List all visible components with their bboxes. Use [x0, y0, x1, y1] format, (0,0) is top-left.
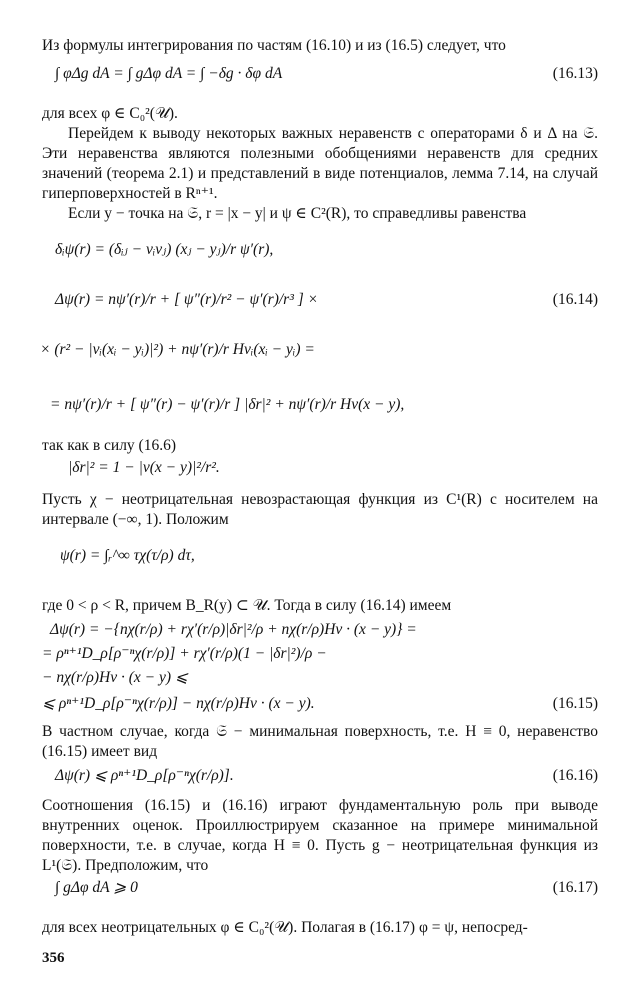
equation-16-14-line4: = nψ′(r)/r + [ ψ″(r) − ψ′(r)/r ] |δr|² + nψ′(r)/r Hν(x − y),	[50, 396, 405, 413]
paragraph-intro: Из формулы интегрирования по частям (16.10) и из (16.5) следует, что	[42, 37, 506, 54]
paragraph-since: так как в силу (16.6)	[42, 437, 177, 454]
equation-psi-definition: ψ(r) = ∫ᵣ^∞ τχ(τ/ρ) dτ,	[60, 547, 195, 564]
page-number: 356	[42, 950, 65, 966]
paragraph-special-case: В частном случае, когда 𝔖 − минимальная поверхность, т.е. H ≡ 0, неравенство (16.15) имеет вид	[42, 723, 598, 760]
paragraph-let-chi: Пусть χ − неотрицательная невозрастающая функция из C¹(R) с носителем на интервале (−∞, 1). Положим	[42, 491, 598, 528]
equation-number-16-16: (16.16)	[552, 767, 598, 784]
paragraph-inequalities: Перейдем к выводу некоторых важных неравенств с операторами δ и Δ на 𝔖. Эти неравенства являются полезными обобщениями неравенств для средних значений (теорема 2.1) и представлений в виде потенциалов, лемма 7.14, на случай гиперповерхностей в Rⁿ⁺¹.	[42, 125, 598, 202]
equation-number-16-13: (16.13)	[552, 65, 598, 82]
paragraph-relations: Соотношения (16.15) и (16.16) играют фундаментальную роль при выводе внутренних оценок. Проиллюстрируем сказанное на примере минимальной поверхности, т.е. в случае, когда H ≡ 0. Пусть g − неотрицательная функция из L¹(𝔖). Предположим, что	[42, 797, 598, 874]
paragraph-where-rho: где 0 < ρ < R, причем B_R(y) ⊂ 𝒰. Тогда в силу (16.14) имеем	[42, 597, 452, 614]
equation-16-17: ∫ gΔφ dA ⩾ 0	[55, 879, 138, 896]
equation-16-15-line4: ⩽ ρⁿ⁺¹D_ρ[ρ⁻ⁿχ(r/ρ)] − nχ(r/ρ)Hν · (x − y).	[42, 695, 315, 712]
equation-16-14-line3: × (r² − |νᵢ(xᵢ − yᵢ)|²) + nψ′(r)/r Hνᵢ(xᵢ − yᵢ) =	[40, 341, 315, 358]
equation-number-16-15: (16.15)	[552, 695, 598, 712]
equation-number-16-14: (16.14)	[552, 291, 598, 308]
paragraph-if-y: Если y − точка на 𝔖, r = |x − y| и ψ ∈ C²(R), то справедливы равенства	[68, 205, 527, 222]
equation-16-15-line2: = ρⁿ⁺¹D_ρ[ρ⁻ⁿχ(r/ρ)] + rχ′(r/ρ)(1 − |δr|²)/ρ −	[42, 645, 327, 662]
equation-delta-r: |δr|² = 1 − |ν(x − y)|²/r².	[68, 459, 220, 476]
equation-16-14-line2: Δψ(r) = nψ′(r)/r + [ ψ″(r)/r² − ψ′(r)/r³ ] ×	[55, 291, 319, 308]
paragraph-for-all: для всех φ ∈ C₀²(𝒰).	[42, 105, 178, 122]
paragraph-for-all-nonneg: для всех неотрицательных φ ∈ C₀²(𝒰). Полагая в (16.17) φ = ψ, непосред-	[42, 919, 528, 936]
equation-16-14-line1: δᵢψ(r) = (δᵢⱼ − νᵢνⱼ) (xⱼ − yⱼ)/r ψ′(r),	[55, 241, 274, 258]
equation-16-13: ∫ φΔg dA = ∫ gΔφ dA = ∫ −δg · δφ dA	[55, 65, 283, 82]
equation-number-16-17: (16.17)	[552, 879, 598, 896]
equation-16-15-line1: Δψ(r) = −{nχ(r/ρ) + rχ′(r/ρ)|δr|²/ρ + nχ(r/ρ)Hν · (x − y)} =	[50, 621, 417, 638]
equation-16-16: Δψ(r) ⩽ ρⁿ⁺¹D_ρ[ρ⁻ⁿχ(r/ρ)].	[55, 767, 234, 784]
equation-16-15-line3: − nχ(r/ρ)Hν · (x − y) ⩽	[42, 669, 188, 686]
